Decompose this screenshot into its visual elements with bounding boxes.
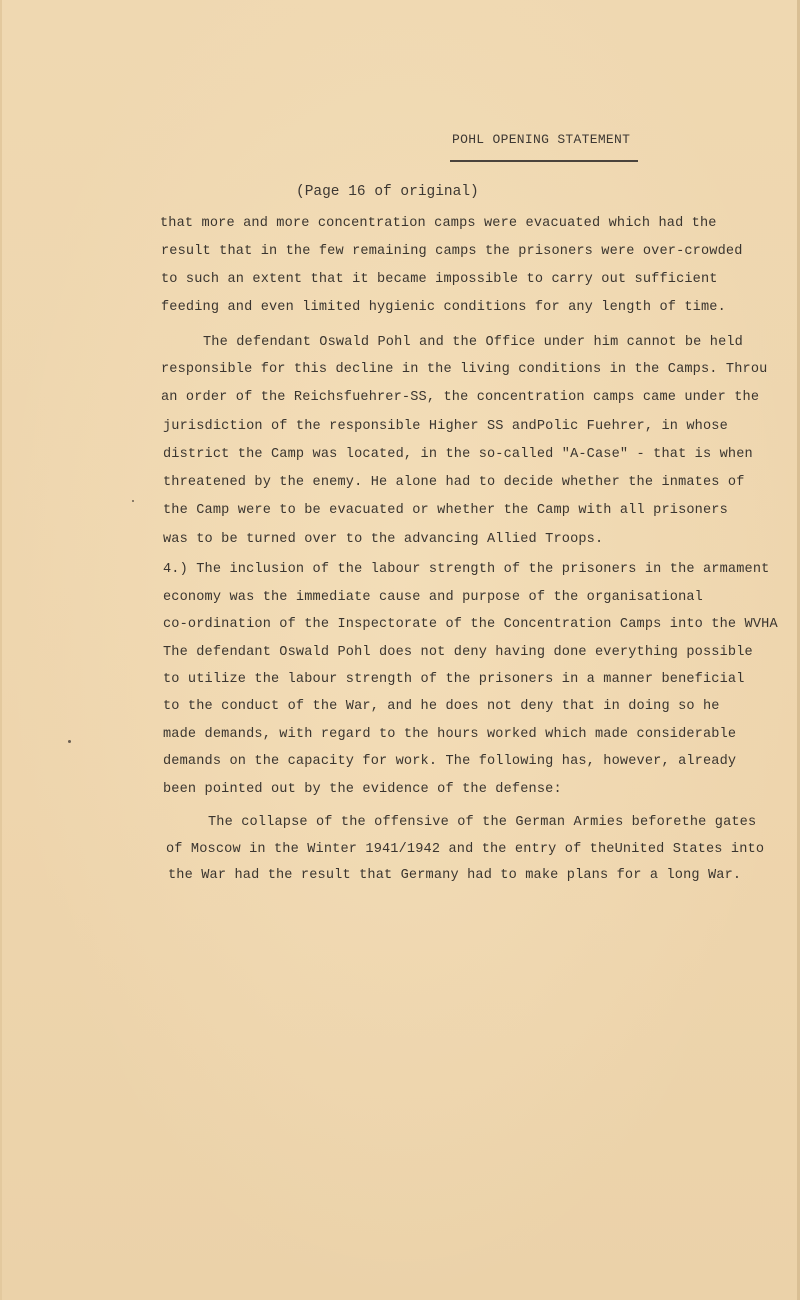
body-line: of Moscow in the Winter 1941/1942 and the entry of theUnited States into — [166, 842, 765, 857]
body-line: an order of the Reichsfuehrer-SS, the concentration camps came under the — [161, 390, 760, 405]
body-line: The collapse of the offensive of the German Armies beforethe gates — [208, 815, 757, 830]
body-line: feeding and even limited hygienic conditions for any length of time. — [161, 300, 726, 315]
body-line: responsible for this decline in the living conditions in the Camps. Throu — [161, 362, 768, 377]
page-edge-left — [0, 0, 2, 1300]
body-line: result that in the few remaining camps the prisoners were over-crowded — [161, 244, 743, 259]
body-line: made demands, with regard to the hours worked which made considerable — [163, 727, 737, 742]
body-line: jurisdiction of the responsible Higher SS andPolic Fuehrer, in whose — [163, 419, 728, 434]
body-line: to utilize the labour strength of the prisoners in a manner beneficial — [163, 672, 745, 687]
body-line: demands on the capacity for work. The following has, however, already — [163, 754, 737, 769]
body-line: that more and more concentration camps were evacuated which had the — [160, 216, 717, 231]
body-line: threatened by the enemy. He alone had to decide whether the inmates of — [163, 475, 745, 490]
body-line: to the conduct of the War, and he does not deny that in doing so he — [163, 699, 720, 714]
body-line: the Camp were to be evacuated or whether the Camp with all prisoners — [163, 503, 728, 518]
body-line: 4.) The inclusion of the labour strength of the prisoners in the armament — [163, 562, 770, 577]
document-title: POHL OPENING STATEMENT — [452, 132, 631, 147]
title-underline — [450, 160, 638, 162]
body-line: The defendant Oswald Pohl and the Office under him cannot be held — [203, 335, 743, 350]
body-line: district the Camp was located, in the so-called "A-Case" - that is when — [163, 447, 753, 462]
body-line: The defendant Oswald Pohl does not deny having done everything possible — [163, 645, 753, 660]
body-line: the War had the result that Germany had to make plans for a long War. — [168, 868, 742, 883]
body-line: been pointed out by the evidence of the defense: — [163, 782, 562, 797]
body-line: to such an extent that it became impossible to carry out sufficient — [161, 272, 718, 287]
paper-speck — [68, 740, 71, 743]
body-line: economy was the immediate cause and purpose of the organisational — [163, 590, 703, 605]
body-line: co-ordination of the Inspectorate of the Concentration Camps into the WVHA — [163, 617, 778, 632]
body-line: was to be turned over to the advancing Allied Troops. — [163, 532, 604, 547]
original-page-note: (Page 16 of original) — [296, 184, 479, 200]
paper-speck — [132, 500, 134, 502]
